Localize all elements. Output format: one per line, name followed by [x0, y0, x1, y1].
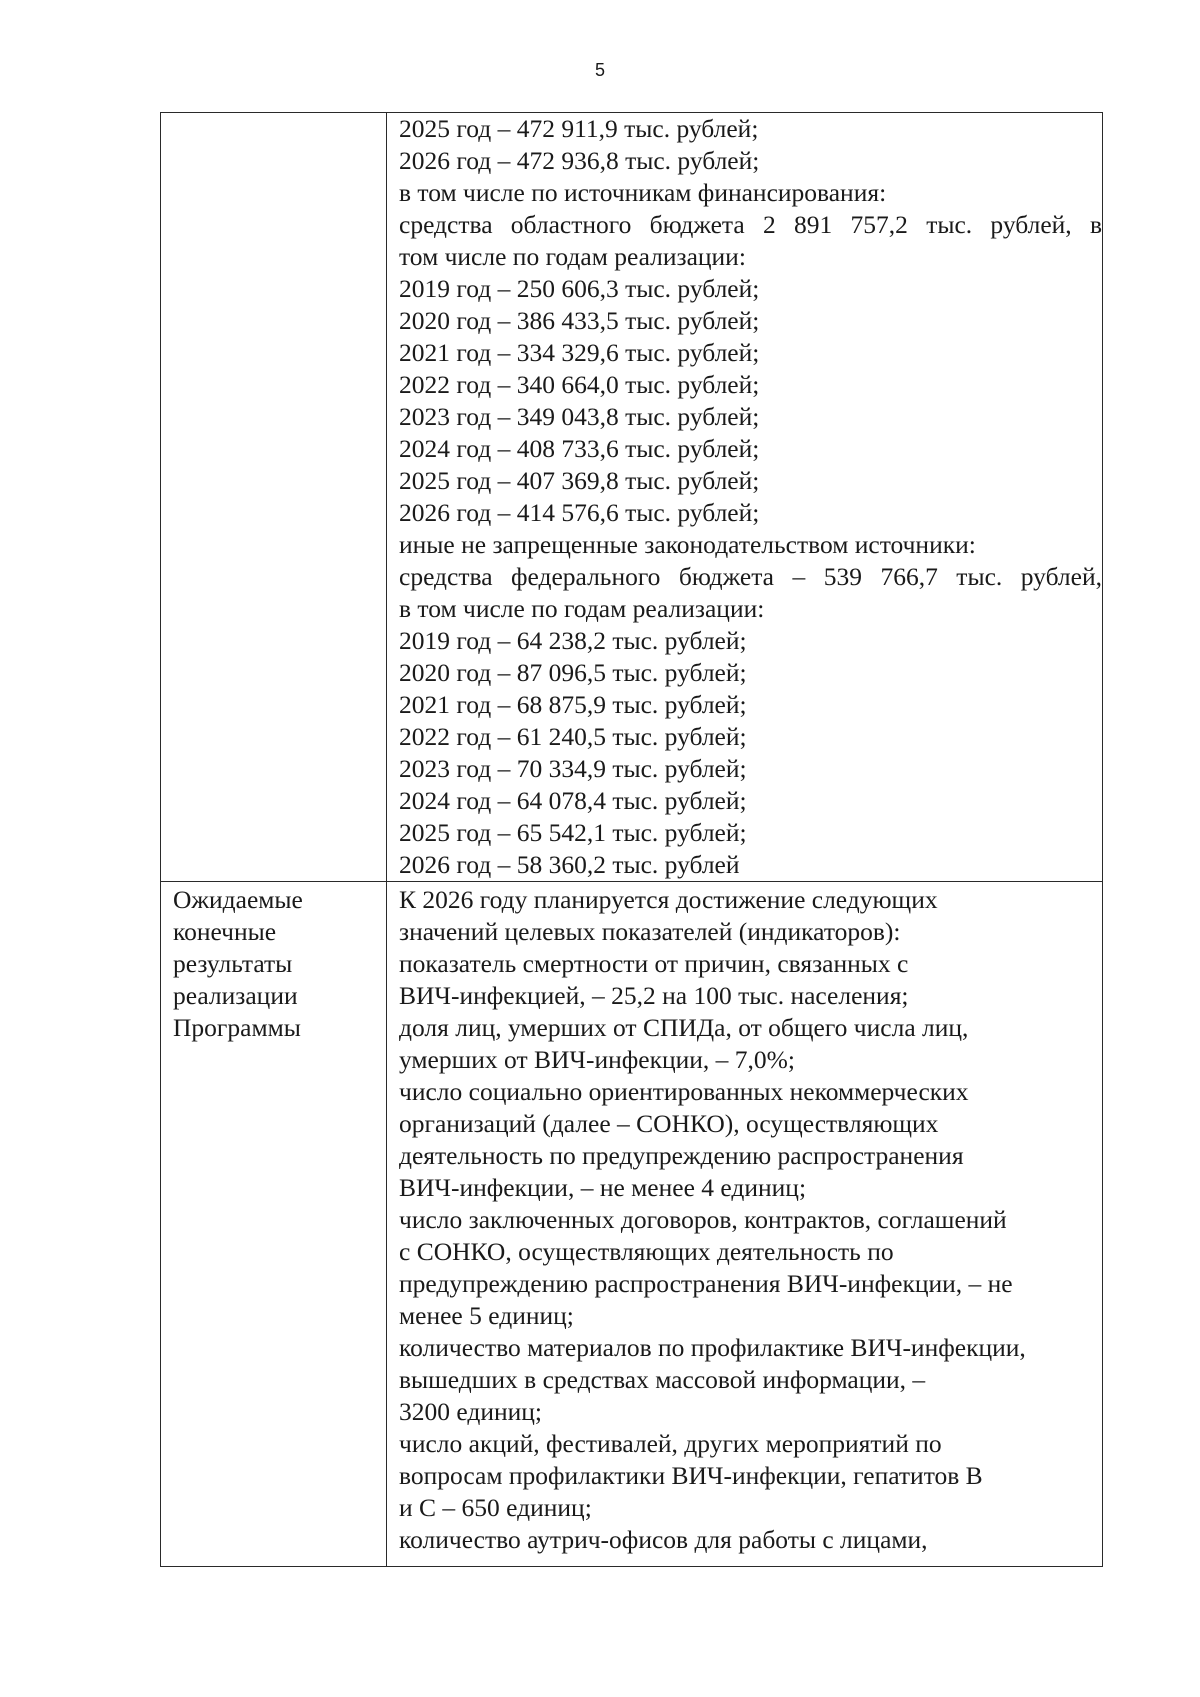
financing-line: 2024 год – 64 078,4 тыс. рублей;: [399, 786, 747, 815]
financing-line: 2020 год – 87 096,5 тыс. рублей;: [399, 658, 747, 687]
page-number: 5: [594, 60, 605, 80]
financing-row: [161, 113, 1103, 882]
results-line: число акций, фестивалей, других мероприятий по: [399, 1429, 942, 1458]
financing-line: 2025 год – 407 369,8 тыс. рублей;: [399, 466, 760, 495]
results-line: предупреждению распространения ВИЧ-инфекции, – не: [399, 1269, 1013, 1298]
results-line: умерших от ВИЧ-инфекции, – 7,0%;: [399, 1045, 795, 1074]
results-line: ВИЧ-инфекции, – не менее 4 единиц;: [399, 1173, 807, 1202]
results-label-line: реализации: [173, 981, 298, 1010]
results-label-line: конечные: [173, 917, 277, 946]
financing-line: 2024 год – 408 733,6 тыс. рублей;: [399, 434, 760, 463]
results-line: количество аутрич-офисов для работы с лицами,: [399, 1525, 928, 1554]
results-line: показатель смертности от причин, связанных с: [399, 949, 909, 978]
results-line: и С – 650 единиц;: [399, 1493, 592, 1522]
financing-line: 2023 год – 349 043,8 тыс. рублей;: [399, 402, 760, 431]
financing-line: средства федерального бюджета – 539 766,7 тыс. рублей,: [399, 562, 1102, 591]
results-line: менее 5 единиц;: [399, 1301, 574, 1330]
results-label-line: Ожидаемые: [173, 885, 303, 914]
results-line: организаций (далее – СОНКО), осуществляющих: [399, 1109, 939, 1138]
passport-table: [160, 112, 1103, 1567]
results-label-cell: [161, 882, 387, 1567]
financing-line: 2021 год – 334 329,6 тыс. рублей;: [399, 338, 760, 367]
financing-line: 2022 год – 340 664,0 тыс. рублей;: [399, 370, 760, 399]
financing-line: 2026 год – 472 936,8 тыс. рублей;: [399, 146, 760, 175]
results-line: доля лиц, умерших от СПИДа, от общего числа лиц,: [399, 1013, 969, 1042]
financing-line: 2020 год – 386 433,5 тыс. рублей;: [399, 306, 760, 335]
financing-line: средства областного бюджета 2 891 757,2 тыс. рублей, в: [399, 210, 1102, 239]
financing-line: 2026 год – 58 360,2 тыс. рублей: [399, 850, 740, 879]
results-line: вышедших в средствах массовой информации, –: [399, 1365, 926, 1394]
financing-content-cell: [387, 113, 1103, 882]
results-label-line: Программы: [173, 1013, 301, 1042]
financing-line: 2021 год – 68 875,9 тыс. рублей;: [399, 690, 747, 719]
financing-line: иные не запрещенные законодательством источники:: [399, 530, 976, 559]
results-line: деятельность по предупреждению распространения: [399, 1141, 964, 1170]
results-line: число заключенных договоров, контрактов, соглашений: [399, 1205, 1007, 1234]
results-line: количество материалов по профилактике ВИЧ-инфекции,: [399, 1333, 1026, 1362]
financing-line: 2025 год – 472 911,9 тыс. рублей;: [399, 114, 759, 143]
financing-line: в том числе по источникам финансирования:: [399, 178, 887, 207]
financing-line: 2019 год – 64 238,2 тыс. рублей;: [399, 626, 747, 655]
results-label-line: результаты: [173, 949, 293, 978]
results-line: ВИЧ-инфекцией, – 25,2 на 100 тыс. населения;: [399, 981, 909, 1010]
financing-label-cell: [161, 113, 387, 882]
financing-line: 2019 год – 250 606,3 тыс. рублей;: [399, 274, 760, 303]
results-line: с СОНКО, осуществляющих деятельность по: [399, 1237, 894, 1266]
financing-line: том числе по годам реализации:: [399, 242, 746, 271]
results-line: значений целевых показателей (индикаторов):: [399, 917, 901, 946]
financing-line: 2026 год – 414 576,6 тыс. рублей;: [399, 498, 760, 527]
results-content-cell: [387, 882, 1103, 1567]
financing-line: 2025 год – 65 542,1 тыс. рублей;: [399, 818, 747, 847]
financing-line: 2023 год – 70 334,9 тыс. рублей;: [399, 754, 747, 783]
results-line: К 2026 году планируется достижение следующих: [399, 885, 938, 914]
financing-line: в том числе по годам реализации:: [399, 594, 765, 623]
results-row: [161, 882, 1103, 1567]
results-line: число социально ориентированных некоммерческих: [399, 1077, 969, 1106]
financing-line: 2022 год – 61 240,5 тыс. рублей;: [399, 722, 747, 751]
results-line: 3200 единиц;: [399, 1397, 543, 1426]
results-line: вопросам профилактики ВИЧ-инфекции, гепатитов В: [399, 1461, 983, 1490]
